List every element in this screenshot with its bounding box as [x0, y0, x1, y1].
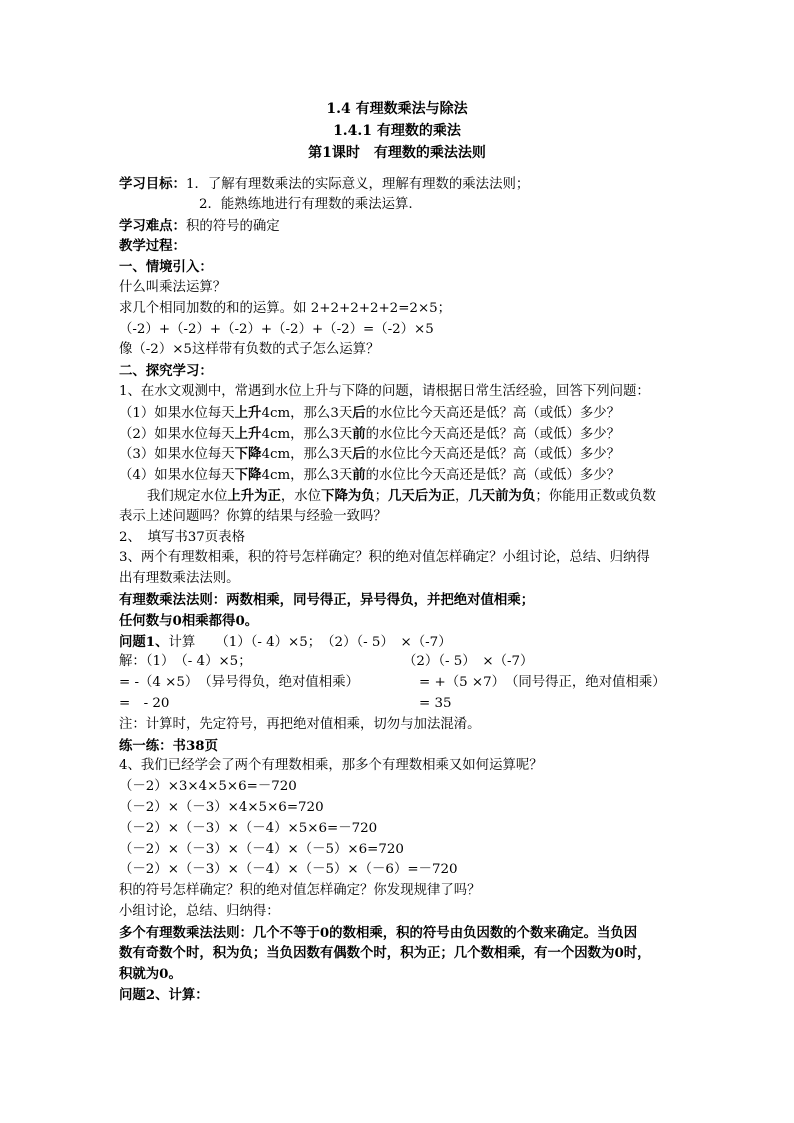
solution-row: [119, 652, 689, 673]
question-text: 的水位比今天高还是低？高（或低）多少？: [365, 426, 621, 442]
objectives-line-1: [119, 174, 689, 195]
subsection-title: 1.4.1 有理数的乘法: [333, 123, 461, 139]
item-3-line-1: 3、两个有理数相乘，积的符号怎样确定？积的绝对值怎样确定？小组讨论，总结、归纳得: [119, 550, 650, 566]
problem-2: 问题2、计算：: [119, 987, 209, 1004]
section-title: 1.4 有理数乘法与除法: [326, 101, 468, 117]
question-line: [119, 444, 689, 465]
solution-left: 解：（1） （- 4）×5；: [119, 654, 252, 670]
question-text: 4cm，那么3天: [261, 405, 353, 421]
difficulty-text: 积的符号的确定: [185, 218, 280, 234]
problem-1-label: 问题1、: [119, 633, 169, 650]
section1-line: 像（-2）×5这样带有负数的式子怎么运算？: [119, 342, 380, 358]
solution-row: [119, 673, 689, 694]
product-line: （－2）×3×4×5×6=－720: [119, 779, 297, 795]
question-text: 4cm，那么3天: [261, 447, 353, 463]
discussion: 小组讨论，总结、归纳得：: [119, 903, 280, 919]
question-line: [119, 424, 689, 445]
product-line: （－2）×（－3）×4×5×6=720: [119, 799, 324, 815]
question: 积的符号怎样确定？积的绝对值怎样确定？你发现规律了吗？: [119, 883, 481, 899]
section1-line: 求几个相同加数的和的运算。如 2+2+2+2+2=2×5；: [119, 300, 452, 316]
question-keyword: 后: [352, 404, 366, 421]
difficulty-line: [119, 216, 689, 237]
question-keyword: 下降: [234, 467, 262, 484]
title-block: [0, 98, 794, 164]
rule-text: ；: [374, 488, 389, 504]
section1-heading: 一、情境引入：: [119, 259, 213, 276]
question-line: [119, 403, 689, 424]
rule-text: ，水位: [280, 488, 322, 504]
rule-keyword: 几天后为正: [388, 487, 455, 504]
section1-line: （-2）+（-2）+（-2）+（-2）+（-2）=（-2）×5: [119, 321, 434, 337]
solution-row: [119, 694, 689, 715]
objective-2: 2．能熟练地进行有理数的乘法运算.: [199, 196, 413, 212]
question-text: （4）如果水位每天: [119, 468, 235, 484]
question-keyword: 后: [352, 446, 366, 463]
question-text: （3）如果水位每天: [119, 447, 235, 463]
objective-1: 1．了解有理数乘法的实际意义，理解有理数的乘法法则；: [185, 177, 530, 192]
solution-right: = +（5 ×7） （同号得正，绝对值相乘）: [419, 675, 666, 691]
difficulty-label: 学习难点：: [119, 217, 186, 234]
product-line: （－2）×（－3）×（－4）×（－5）×6=720: [119, 841, 404, 857]
item-4: 4、我们已经学会了两个有理数相乘，那多个有理数相乘又如何运算呢？: [119, 758, 543, 774]
rule-keyword: 下降为负: [321, 487, 375, 504]
item-2: 2、 填写书37页表格: [119, 529, 245, 545]
question-text: 的水位比今天高还是低？高（或低）多少？: [365, 405, 621, 421]
multi-law-line: 多个有理数乘法法则：几个不等于0的数相乘，积的符号由负因数的个数来确定。当负因: [119, 924, 638, 941]
solution-right: = 35: [419, 695, 452, 711]
problem-1-text: 计算 （1）（- 4）×5； （2）（- 5） ×（-7）: [168, 634, 452, 650]
question-text: （2）如果水位每天: [119, 426, 235, 442]
multiplication-law-1: 有理数乘法法则：两数相乘，同号得正，异号得负，并把绝对值相乘；: [119, 591, 535, 608]
question-text: 的水位比今天高还是低？高（或低）多少？: [365, 447, 621, 463]
question-text: 的水位比今天高还是低？高（或低）多少？: [365, 468, 621, 484]
question-text: 4cm，那么3天: [261, 468, 353, 484]
question-keyword: 上升: [234, 425, 262, 442]
note: 注：计算时，先定符号，再把绝对值相乘，切勿与加法混淆。: [119, 716, 481, 732]
problem-1: [119, 632, 689, 653]
section2-intro: 1、在水文观测中，常遇到水位上升与下降的问题，请根据日常生活经验，回答下列问题：: [119, 383, 650, 399]
multi-law-line: 数有奇数个时，积为负；当负因数有偶数个时，积为正；几个数相乘，有一个因数为0时，: [119, 945, 651, 962]
objectives-label: 学习目标：: [119, 176, 186, 192]
solution-left: = -（4 ×5） （异号得负，绝对值相乘）: [119, 675, 359, 691]
multi-law-line: 积就为0。: [119, 966, 182, 983]
section2-heading: 二、探究学习：: [119, 363, 213, 380]
sign-rule-line-2: 表示上述问题吗？你算的结果与经验一致吗？: [119, 508, 387, 524]
sign-rule-line: [119, 486, 689, 507]
solution-right: （2）（- 5） ×（-7）: [403, 654, 534, 670]
question-keyword: 前: [352, 467, 366, 484]
product-line: （－2）×（－3）×（－4）×（－5）×（－6）=－720: [119, 862, 458, 878]
practice: 练一练：书38页: [119, 737, 218, 754]
question-text: 4cm，那么3天: [261, 426, 353, 442]
rule-text: ；你能用正数或负数: [535, 488, 656, 504]
document-body: [119, 174, 689, 1006]
item-3-line-2: 出有理数乘法法则。: [119, 571, 240, 587]
solution-left: = - 20: [119, 695, 170, 711]
section1-line: 什么叫乘法运算？: [119, 279, 227, 295]
rule-text: ，: [454, 488, 469, 504]
rule-keyword: 上升为正: [227, 487, 281, 504]
question-keyword: 下降: [234, 446, 262, 463]
question-keyword: 上升: [234, 404, 262, 421]
multiplication-law-2: 任何数与0相乘都得0。: [119, 612, 259, 629]
question-line: [119, 465, 689, 486]
question-keyword: 前: [352, 425, 366, 442]
process-heading: 教学过程：: [119, 238, 186, 255]
product-line: （－2）×（－3）×（－4）×5×6=－720: [119, 820, 378, 836]
rule-keyword: 几天前为负: [468, 487, 536, 504]
rule-text: 我们规定水位: [147, 488, 228, 504]
question-text: （1）如果水位每天: [119, 405, 235, 421]
lesson-title: 第1课时 有理数的乘法法则: [308, 145, 486, 161]
